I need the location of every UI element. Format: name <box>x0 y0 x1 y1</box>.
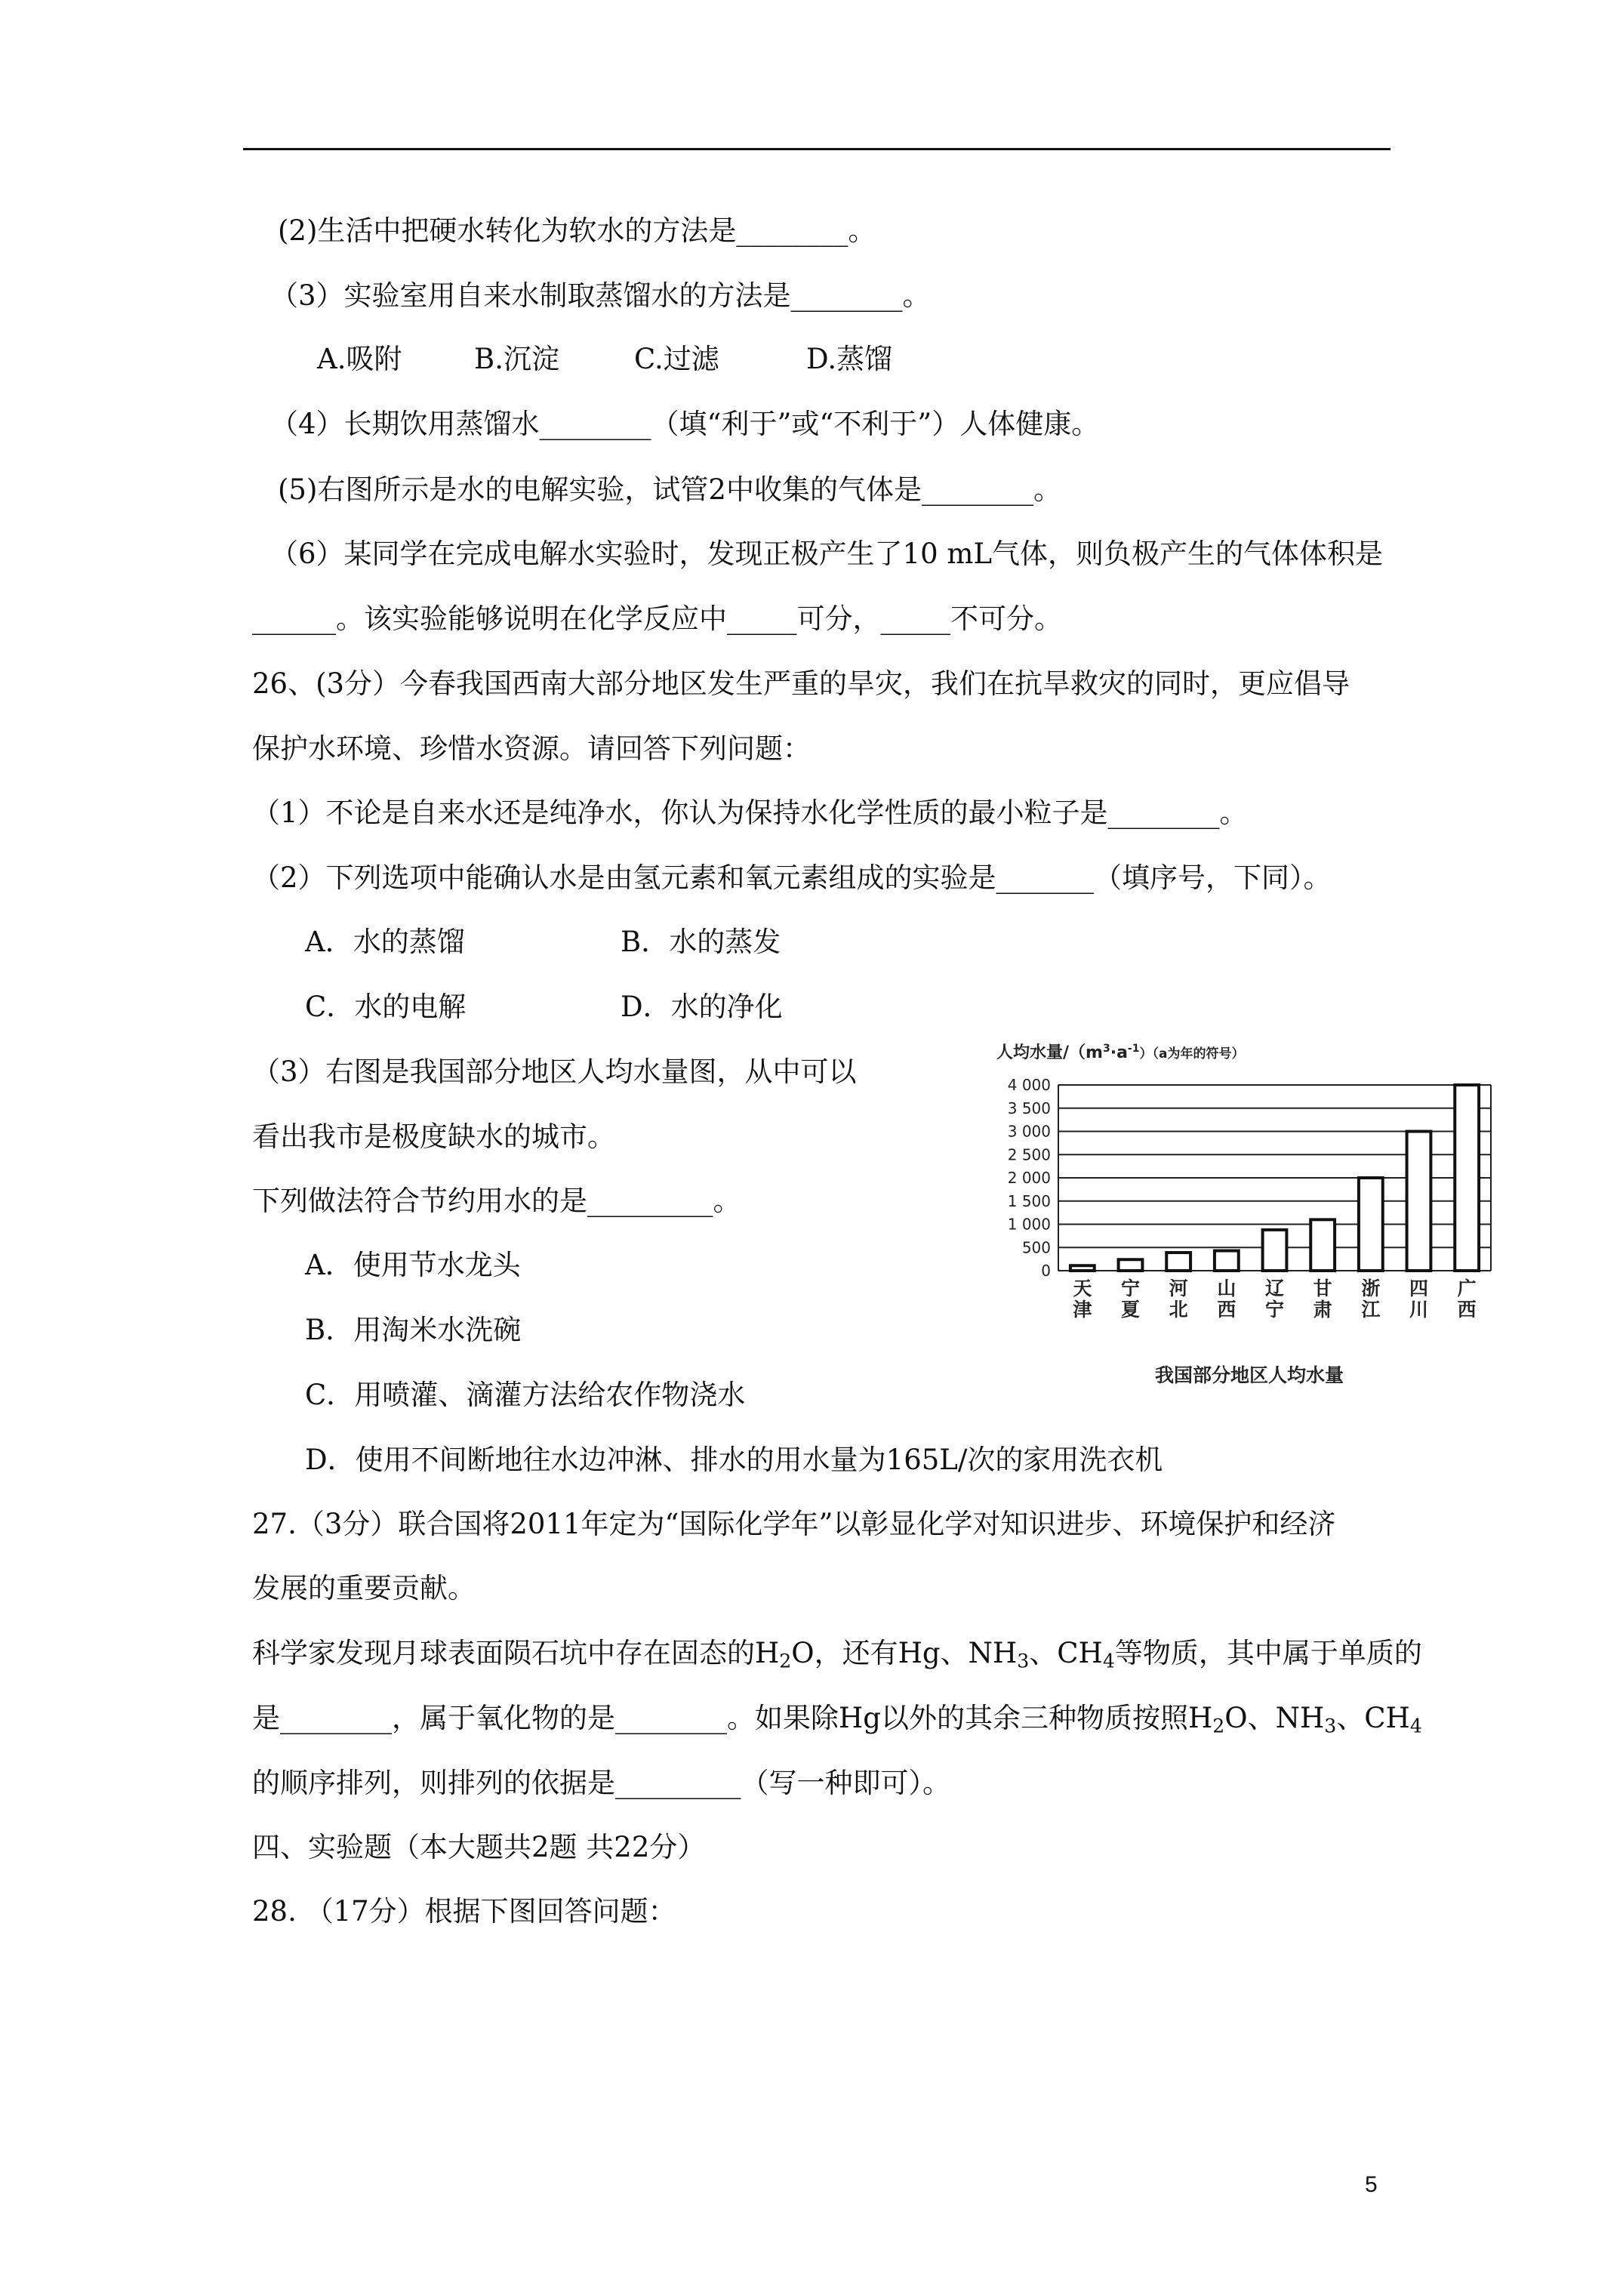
chart-ylabel: 人均水量$/(m^3\cdot a^{-1}_{)(a为年的符号)}$ <box>996 1043 1245 1062</box>
q26-part1: （1）不论是自来水还是纯净水，你认为保持水化学性质的最小粒子是________。 <box>252 797 1248 829</box>
y-tick-label: 4 000 <box>1007 1076 1051 1094</box>
q26-heading-2: 保护水环境、珍惜水资源。请回答下列问题： <box>252 732 811 765</box>
q2-line: (2)生活中把硬水转化为软水的方法是________。 <box>278 214 876 247</box>
x-label-山西: 山 <box>1217 1277 1236 1299</box>
x-label-河北: 北 <box>1169 1299 1188 1321</box>
x-label-甘肃: 甘 <box>1313 1277 1332 1299</box>
x-label-四川: 四 <box>1409 1277 1429 1299</box>
bar-河北 <box>1166 1253 1190 1271</box>
q27-line2: 是________，属于氧化物的是________。如果除Hg以外的其余三种物质按照$H_2O$、$NH_3$、$CH_4$ <box>252 1702 1422 1737</box>
x-label-广西: 西 <box>1457 1299 1477 1321</box>
bar-浙江 <box>1359 1178 1383 1271</box>
y-tick-label: 0 <box>1041 1262 1051 1280</box>
q3-option-a: A.吸附 <box>317 343 402 375</box>
q27-line1: 科学家发现月球表面陨石坑中存在固态的$H_2O$，还有Hg、$NH_3$、$CH_4$等物质，其中属于单质的 <box>252 1637 1422 1672</box>
x-label-天津: 天 <box>1073 1277 1092 1299</box>
q26-3-option-a: A．使用节水龙头 <box>305 1249 521 1281</box>
q26-2-option-b: B．水的蒸发 <box>621 926 781 958</box>
page-number: 5 <box>1365 2172 1378 2197</box>
x-label-宁夏: 夏 <box>1120 1299 1141 1321</box>
chart-title: 我国部分地区人均水量 <box>1154 1364 1344 1386</box>
y-tick-label: 2 500 <box>1007 1145 1051 1164</box>
q26-part3-line1: （3）右图是我国部分地区人均水量图，从中可以 <box>252 1056 857 1088</box>
x-label-浙江: 江 <box>1361 1299 1381 1321</box>
bar-山西 <box>1215 1251 1239 1271</box>
x-label-辽宁: 辽 <box>1264 1277 1285 1299</box>
x-label-天津: 津 <box>1073 1299 1092 1321</box>
y-tick-label: 3 500 <box>1007 1099 1051 1117</box>
q26-heading: 26、(3分）今春我国西南大部分地区发生严重的旱灾，我们在抗旱救灾的同时，更应倡导 <box>252 667 1350 700</box>
bar-宁夏 <box>1119 1259 1143 1271</box>
q27-heading-2: 发展的重要贡献。 <box>252 1572 476 1604</box>
q3-line: （3）实验室用自来水制取蒸馏水的方法是________。 <box>270 279 931 312</box>
q27-line3: 的顺序排列，则排列的依据是_________（写一种即可）。 <box>252 1767 950 1799</box>
bar-广西 <box>1455 1085 1479 1271</box>
x-label-广西: 广 <box>1457 1277 1477 1299</box>
q26-part3-line3: 下列做法符合节约用水的是_________。 <box>252 1185 741 1217</box>
x-label-甘肃: 肃 <box>1313 1299 1332 1321</box>
q26-part2: （2）下列选项中能确认水是由氢元素和氧元素组成的实验是_______（填序号，下同）。 <box>252 861 1332 894</box>
q3-option-c: C.过滤 <box>634 343 719 375</box>
water-per-capita-chart <box>966 1031 1495 1393</box>
q3-option-d: D.蒸馏 <box>806 343 893 375</box>
y-tick-label: 2 000 <box>1007 1169 1051 1187</box>
q26-3-option-b: B．用淘米水洗碗 <box>305 1314 522 1346</box>
x-label-四川: 川 <box>1409 1299 1429 1321</box>
y-tick-label: 1 500 <box>1007 1191 1051 1210</box>
q6-line-2: ______。该实验能够说明在化学反应中_____可分，_____不可分。 <box>252 603 1062 635</box>
x-label-宁夏: 宁 <box>1120 1277 1141 1299</box>
x-label-浙江: 浙 <box>1361 1277 1381 1299</box>
x-label-河北: 河 <box>1169 1277 1188 1299</box>
bar-甘肃 <box>1310 1219 1335 1271</box>
q28-line: 28. （17分）根据下图回答问题： <box>252 1895 676 1928</box>
q26-3-option-d: D．使用不间断地往水边冲淋、排水的用水量为165L/次的家用洗衣机 <box>305 1444 1163 1476</box>
q26-3-option-c: C．用喷灌、滴灌方法给农作物浇水 <box>305 1379 746 1411</box>
bar-四川 <box>1407 1132 1431 1271</box>
bar-辽宁 <box>1263 1230 1287 1271</box>
chart-x-labels <box>1073 1277 1476 1321</box>
x-label-山西: 西 <box>1217 1299 1236 1321</box>
q26-2-option-c: C．水的电解 <box>305 991 467 1023</box>
section-4-heading: 四、实验题（本大题共2题 共22分） <box>252 1831 706 1863</box>
bar-天津 <box>1070 1265 1095 1271</box>
q4-line: （4）长期饮用蒸馏水________（填“利于”或“不利于”）人体健康。 <box>270 408 1100 440</box>
q27-heading: 27.（3分）联合国将2011年定为“国际化学年”以彰显化学对知识进步、环境保护和经济 <box>252 1508 1336 1540</box>
header-rule <box>243 148 1390 150</box>
q26-2-option-a: A．水的蒸馏 <box>305 926 465 958</box>
y-tick-label: 1 000 <box>1007 1215 1051 1234</box>
q26-2-option-d: D．水的净化 <box>621 991 783 1023</box>
q5-line: (5)右图所示是水的电解实验，试管2中收集的气体是________。 <box>278 473 1061 506</box>
q26-part3-line2: 看出我市是极度缺水的城市。 <box>252 1120 615 1153</box>
q6-line: （6）某同学在完成电解水实验时，发现正极产生了10 mL气体，则负极产生的气体体积是 <box>270 538 1384 570</box>
chart-y-ticks <box>1008 1076 1051 1280</box>
q3-option-b: B.沉淀 <box>474 343 559 375</box>
y-tick-label: 500 <box>1021 1238 1051 1257</box>
y-tick-label: 3 000 <box>1007 1122 1051 1141</box>
x-label-辽宁: 宁 <box>1264 1299 1285 1321</box>
